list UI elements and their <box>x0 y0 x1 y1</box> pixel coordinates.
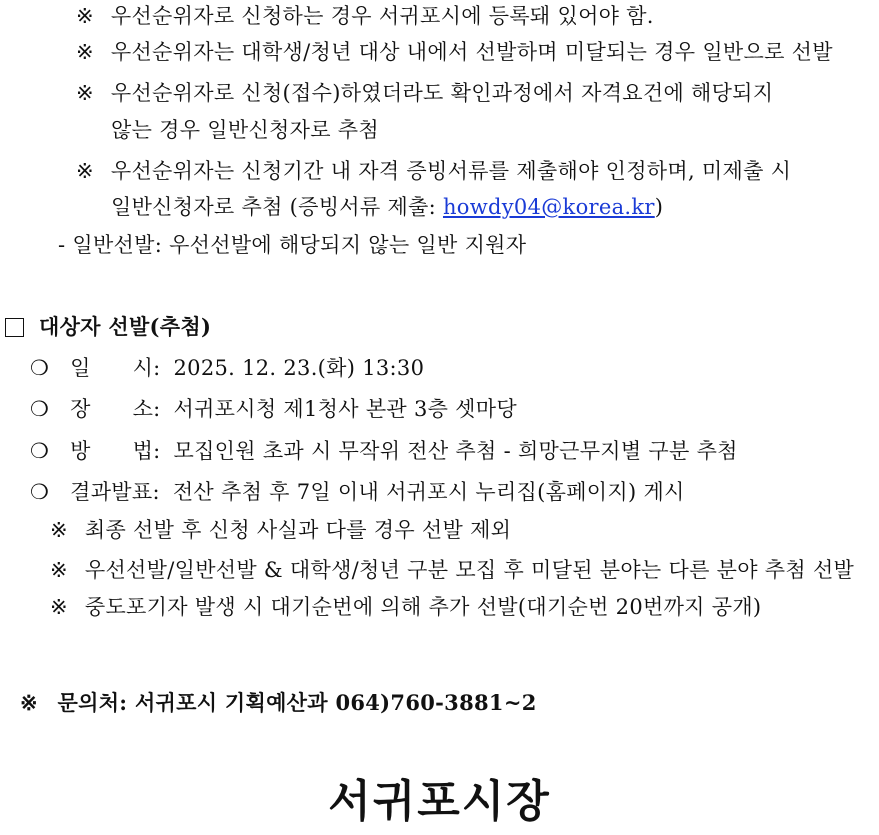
circle-bullet-icon: ❍ <box>30 356 50 380</box>
note-eligibility-check-continued: 않는 경우 일반신청자로 추첨 <box>111 118 379 142</box>
item-method <box>30 437 738 465</box>
section-title: 대상자 선발(추첨) <box>39 314 212 339</box>
reference-mark-icon: ※ <box>76 4 94 28</box>
item-label: 일 시: <box>70 356 161 380</box>
proof-suffix: ) <box>654 195 664 219</box>
email-link[interactable]: howdy04@korea.kr <box>442 195 655 219</box>
note-text: 중도포기자 발생 시 대기순번에 의해 추가 선발(대기순번 20번까지 공개) <box>84 595 762 619</box>
reference-mark-icon: ※ <box>50 595 68 619</box>
contact-info <box>20 689 537 717</box>
note-text: 우선순위자로 신청(접수)하였더라도 확인과정에서 자격요건에 해당되지 <box>110 81 774 105</box>
reference-mark-icon: ※ <box>20 690 38 715</box>
note-text: 우선순위자로 신청하는 경우 서귀포시에 등록돼 있어야 함. <box>110 4 654 28</box>
note-text: 최종 선발 후 신청 사실과 다를 경우 선발 제외 <box>84 518 512 542</box>
reference-mark-icon: ※ <box>76 159 94 183</box>
note-text: 우선순위자는 신청기간 내 자격 증빙서류를 제출해야 인정하며, 미제출 시 <box>110 159 792 183</box>
note-registration <box>76 2 654 30</box>
section-checkbox-icon <box>5 318 24 337</box>
note-unfilled-fields <box>50 556 854 584</box>
circle-bullet-icon: ❍ <box>30 439 50 463</box>
note-text: 우선순위자는 대학생/청년 대상 내에서 선발하며 미달되는 경우 일반으로 선발 <box>110 40 833 64</box>
item-label: 결과발표: <box>70 480 160 504</box>
note-priority-selection <box>76 38 833 66</box>
circle-bullet-icon: ❍ <box>30 397 50 421</box>
note-text: 우선선발/일반선발 & 대학생/청년 구분 모집 후 미달된 분야는 다른 분야 추첨 선발 <box>84 558 855 582</box>
item-value: 전산 추첨 후 7일 이내 서귀포시 누리집(홈페이지) 게시 <box>172 480 685 504</box>
note-final-selection <box>50 516 511 544</box>
reference-mark-icon: ※ <box>76 81 94 105</box>
issuer-title: 서귀포시장 <box>328 776 551 827</box>
item-place <box>30 395 517 423</box>
note-proof-documents-continued <box>111 193 663 221</box>
circle-bullet-icon: ❍ <box>30 480 50 504</box>
note-proof-documents <box>76 157 791 185</box>
contact-text: 문의처: 서귀포시 기획예산과 064)760-3881~2 <box>57 690 537 715</box>
item-announcement <box>30 478 685 506</box>
proof-prefix: 일반신청자로 추첨 (증빙서류 제출: <box>111 195 443 219</box>
note-waitlist <box>50 593 761 621</box>
general-selection: - 일반선발: 우선선발에 해당되지 않는 일반 지원자 <box>58 233 527 257</box>
item-label: 장 소: <box>70 397 161 421</box>
item-value: 모집인원 초과 시 무작위 전산 추첨 - 희망근무지별 구분 추첨 <box>173 439 738 463</box>
item-value: 2025. 12. 23.(화) 13:30 <box>173 356 425 380</box>
reference-mark-icon: ※ <box>50 518 68 542</box>
reference-mark-icon: ※ <box>50 558 68 582</box>
item-datetime <box>30 354 424 382</box>
note-eligibility-check <box>76 79 773 107</box>
item-value: 서귀포시청 제1청사 본관 3층 셋마당 <box>173 397 517 421</box>
item-label: 방 법: <box>70 439 161 463</box>
reference-mark-icon: ※ <box>76 40 94 64</box>
